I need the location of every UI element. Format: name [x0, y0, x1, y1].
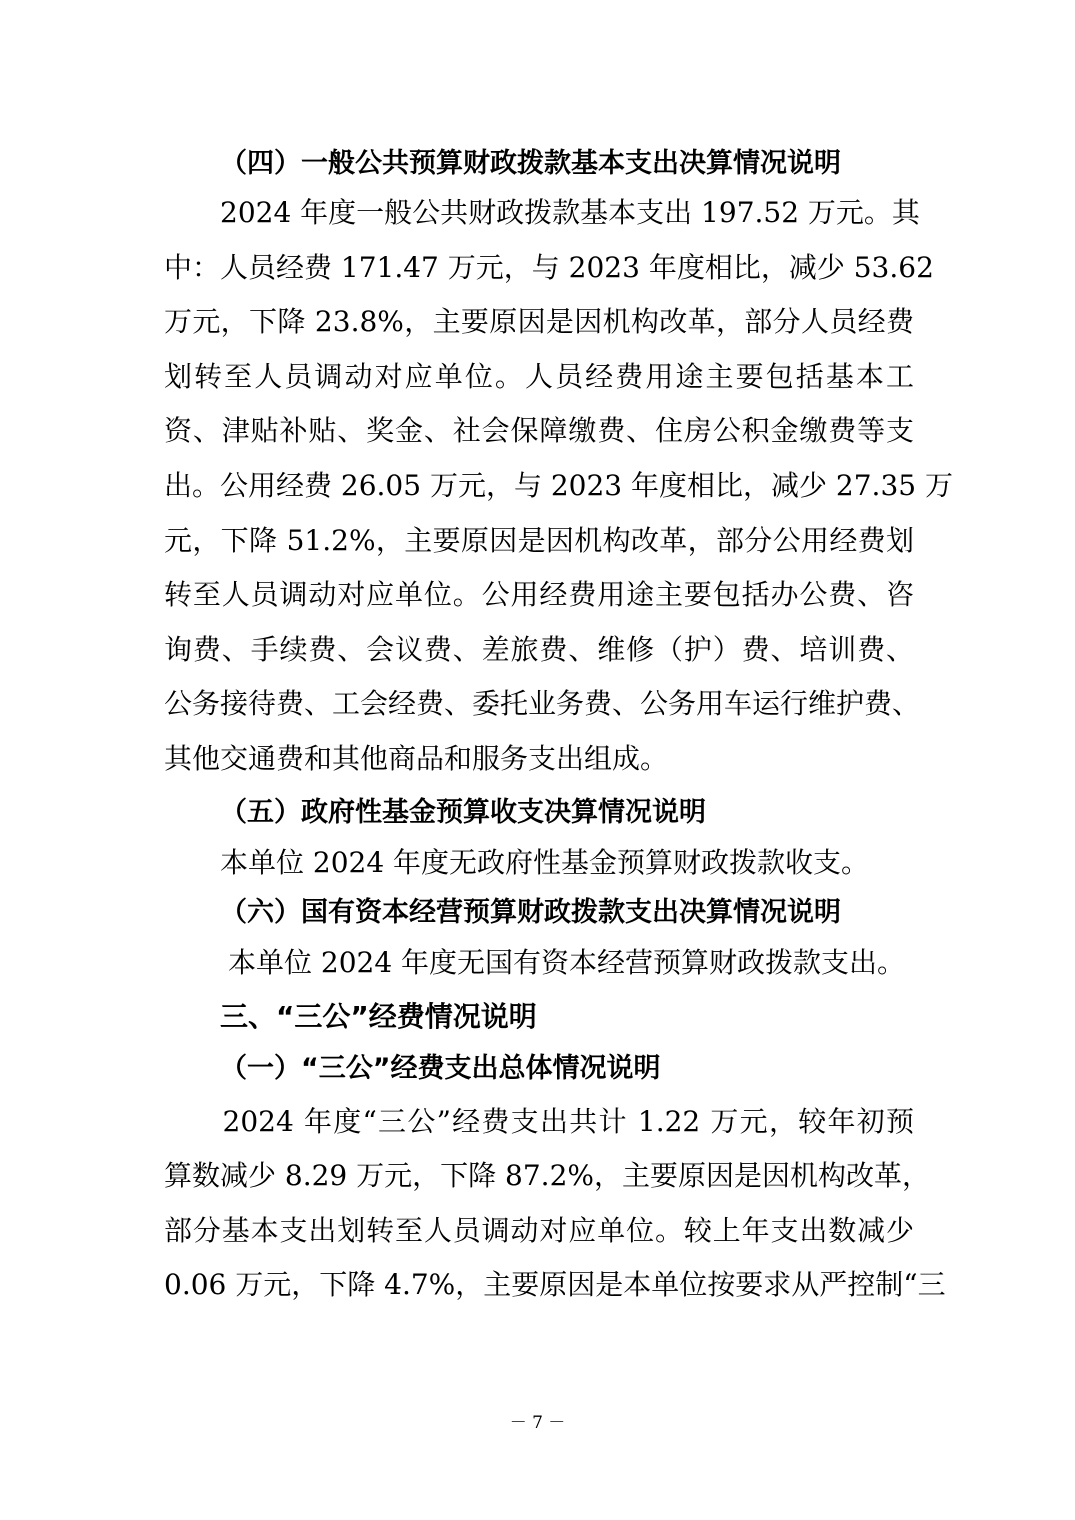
section-4-heading: （四）一般公共预算财政拨款基本支出决算情况说明: [220, 148, 841, 179]
paragraph-line: 其他交通费和其他商品和服务支出组成。: [164, 741, 669, 775]
section-4-paragraph: [164, 186, 953, 787]
part-3-sub-1-paragraph: [164, 1095, 946, 1313]
paragraph-line: 算数减少 8.29 万元，下降 87.2%，主要原因是因机构改革，: [164, 1159, 930, 1193]
paragraph-line: 万元，下降 23.8%，主要原因是因机构改革，部分人员经费: [164, 305, 914, 339]
part-3-sub-1-heading: （一）“三公”经费支出总体情况说明: [220, 1052, 661, 1084]
section-5-text: 本单位 2024 年度无政府性基金预算财政拨款收支。: [220, 845, 870, 879]
section-6-heading: （六）国有资本经营预算财政拨款支出决算情况说明: [220, 896, 841, 928]
paragraph-line: 公务接待费、工会经费、委托业务费、公务用车运行维护费、: [164, 687, 921, 721]
paragraph-line: 2024 年度“三公”经费支出共计 1.22 万元，较年初预: [164, 1104, 914, 1138]
paragraph-line: 元，下降 51.2%，主要原因是因机构改革，部分公用经费划: [164, 523, 914, 557]
section-6-text: 本单位 2024 年度无国有资本经营预算财政拨款支出。: [228, 945, 906, 979]
paragraph-line: 出。公用经费 26.05 万元，与 2023 年度相比，减少 27.35 万: [164, 468, 953, 502]
paragraph-line: 部分基本支出划转至人员调动对应单位。较上年支出数减少: [164, 1213, 914, 1247]
paragraph-line: 中：人员经费 171.47 万元，与 2023 年度相比，减少 53.62: [164, 250, 934, 284]
paragraph-line: 0.06 万元，下降 4.7%，主要原因是本单位按要求从严控制“三: [164, 1268, 946, 1302]
paragraph-line: 询费、手续费、会议费、差旅费、维修（护）费、培训费、: [164, 632, 914, 666]
paragraph-line: 资、津贴补贴、奖金、社会保障缴费、住房公积金缴费等支: [164, 414, 914, 448]
paragraph-line: 2024 年度一般公共财政拨款基本支出 197.52 万元。其: [164, 196, 920, 229]
document-body: [164, 142, 953, 1313]
paragraph-line: 划转至人员调动对应单位。人员经费用途主要包括基本工: [164, 359, 914, 393]
page-number: － 7 －: [509, 1413, 566, 1433]
part-3-heading: 三、“三公”经费情况说明: [220, 999, 537, 1033]
section-5-heading: （五）政府性基金预算收支决算情况说明: [220, 796, 706, 828]
paragraph-line: 转至人员调动对应单位。公用经费用途主要包括办公费、咨: [164, 578, 914, 612]
